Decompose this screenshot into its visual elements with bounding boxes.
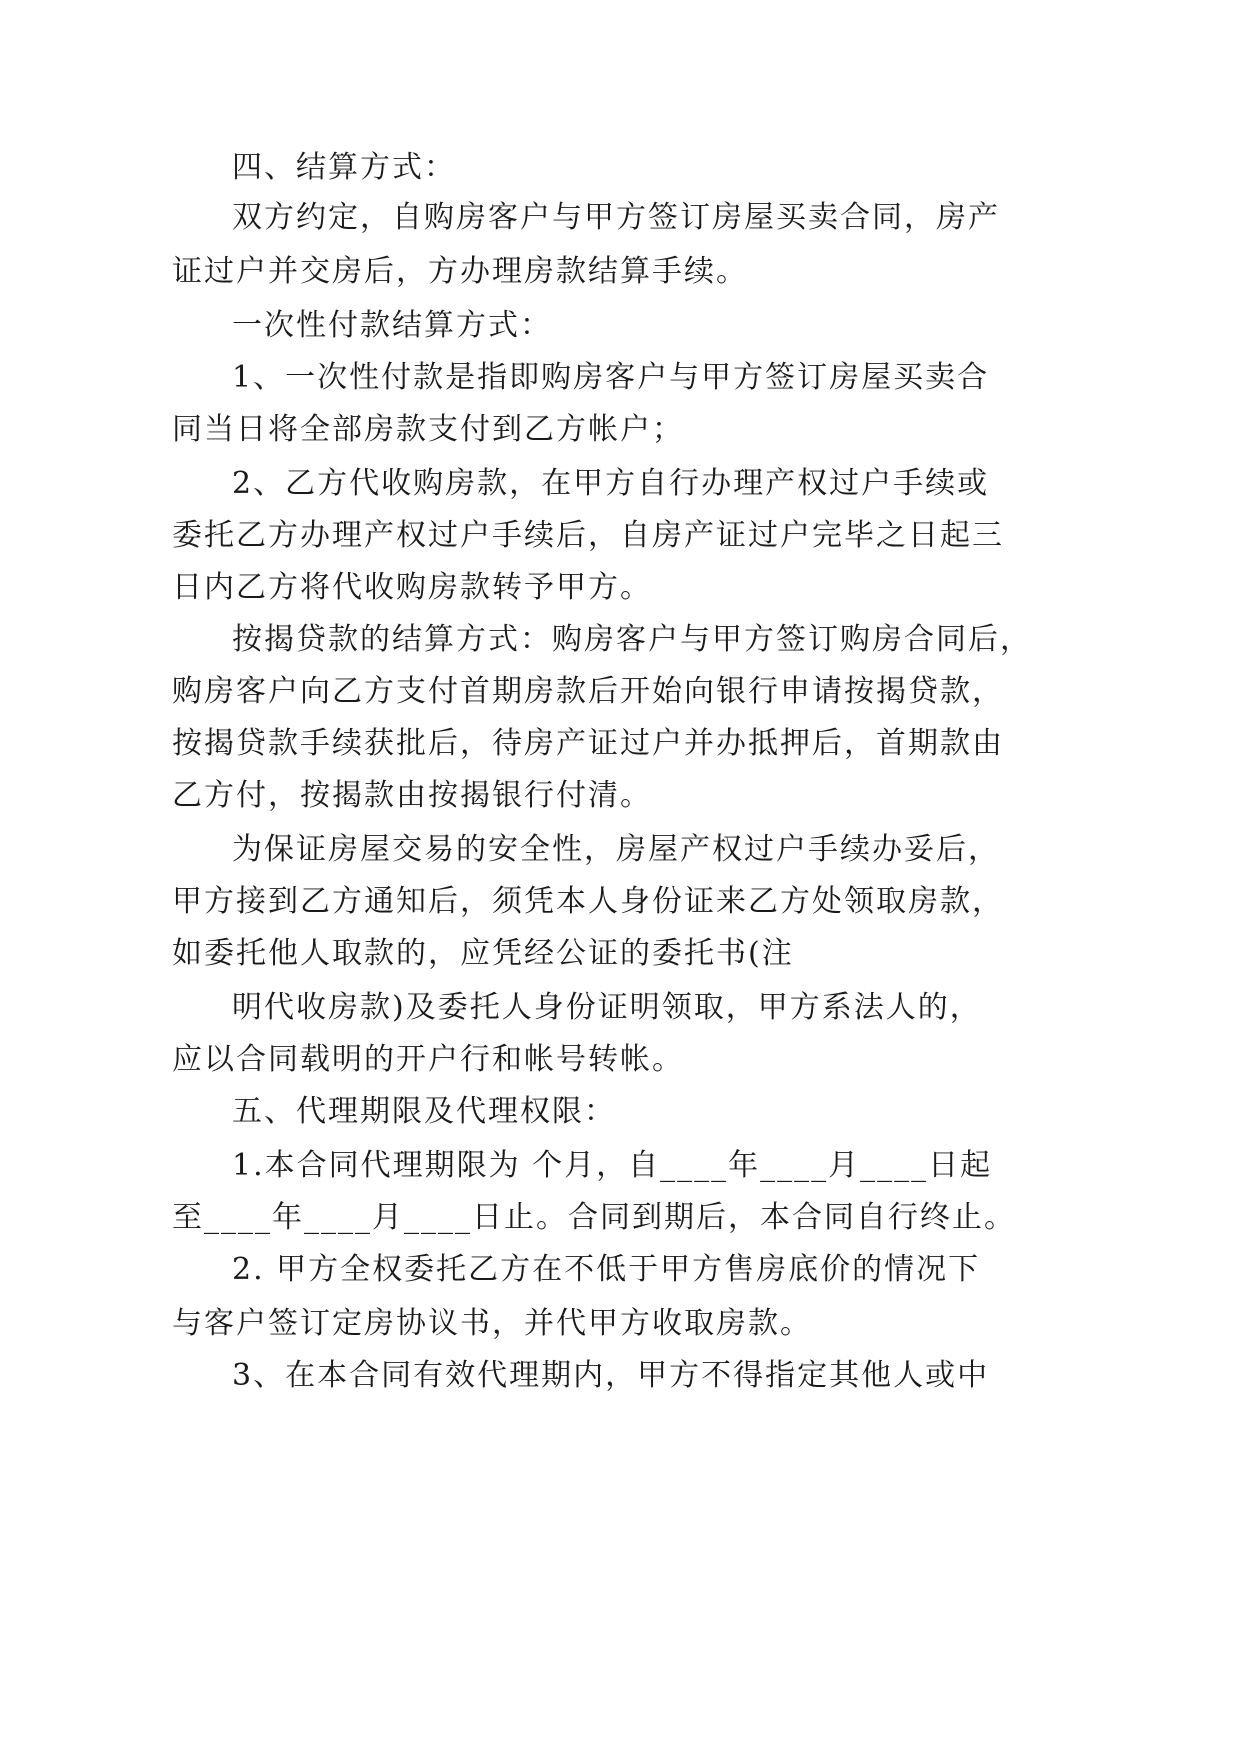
heading-settlement: 四、结算方式： (232, 150, 456, 185)
paragraph-line: 明代收房款)及委托人身份证明领取，甲方系法人的， (232, 990, 982, 1025)
paragraph-line: 按揭贷款手续获批后，待房产证过户并办抵押后，首期款由 (172, 726, 1004, 761)
paragraph-line: 为保证房屋交易的安全性，房屋产权过户手续办妥后， (232, 832, 1000, 867)
paragraph-line: 同当日将全部房款支付到乙方帐户； (172, 412, 684, 447)
paragraph-line: 日内乙方将代收购房款转予甲方。 (172, 570, 652, 605)
paragraph-line: 2、乙方代收购房款，在甲方自行办理产权过户手续或 (232, 466, 990, 501)
paragraph-line: 一次性付款结算方式： (232, 308, 552, 343)
paragraph-line: 证过户并交房后，方办理房款结算手续。 (172, 254, 748, 289)
paragraph-line: 购房客户向乙方支付首期房款后开始向银行申请按揭贷款， (172, 674, 1004, 709)
paragraph-line: 与客户签订定房协议书，并代甲方收取房款。 (172, 1306, 812, 1341)
paragraph-line: 应以合同载明的开户行和帐号转帐。 (172, 1042, 684, 1077)
paragraph-line: 委托乙方办理产权过户手续后，自房产证过户完毕之日起三 (172, 518, 1004, 553)
heading-agency-term: 五、代理期限及代理权限： (232, 1094, 616, 1129)
paragraph-line: 如委托他人取款的，应凭经公证的委托书(注 (172, 936, 794, 971)
paragraph-line: 双方约定，自购房客户与甲方签订房屋买卖合同，房产 (232, 200, 1000, 235)
paragraph-line: 乙方付，按揭款由按揭银行付清。 (172, 778, 652, 813)
paragraph-line: 至____年____月____日止。合同到期后，本合同自行终止。 (172, 1200, 1016, 1235)
paragraph-line: 甲方接到乙方通知后，须凭本人身份证来乙方处领取房款， (172, 884, 1004, 919)
paragraph-line: 按揭贷款的结算方式：购房客户与甲方签订购房合同后， (232, 622, 1032, 657)
paragraph-line: 2. 甲方全权委托乙方在不低于甲方售房底价的情况下 (232, 1252, 981, 1287)
paragraph-line: 1、一次性付款是指即购房客户与甲方签订房屋买卖合 (232, 360, 990, 395)
paragraph-line: 1.本合同代理期限为 个月，自____年____月____日起 (232, 1148, 993, 1183)
paragraph-line: 3、在本合同有效代理期内，甲方不得指定其他人或中 (232, 1358, 990, 1393)
